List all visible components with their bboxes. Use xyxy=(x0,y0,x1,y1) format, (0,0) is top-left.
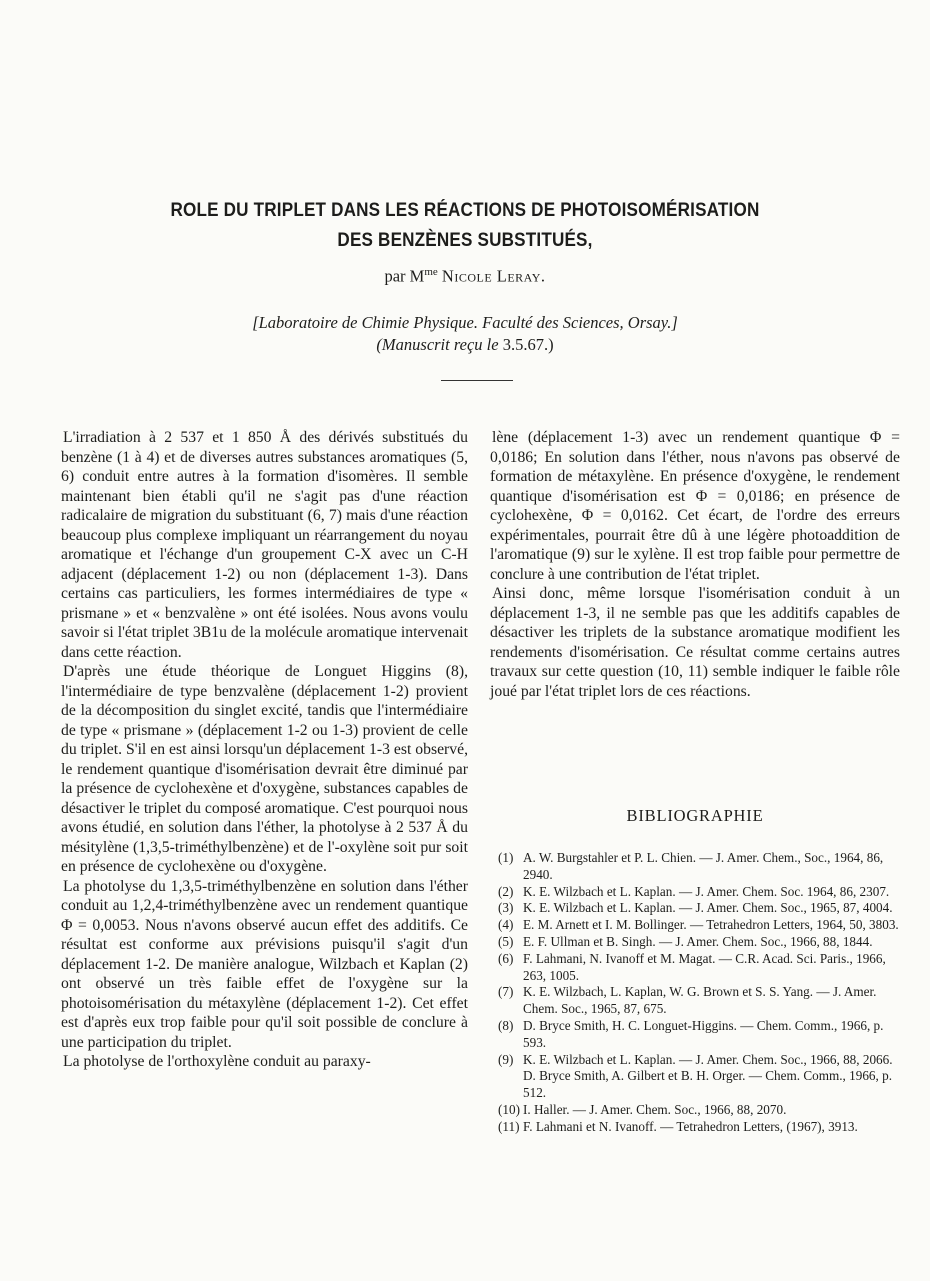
received-date: 3.5.67.) xyxy=(502,335,554,354)
reference-text: K. E. Wilzbach et L. Kaplan. — J. Amer. Chem. Soc., 1966, 88, 2066. xyxy=(523,1051,893,1067)
affiliation-block xyxy=(0,312,930,356)
reference-number: (6) xyxy=(498,950,514,966)
reference-text: E. M. Arnett et I. M. Bollinger. — Tetrahedron Letters, 1964, 50, 3803. xyxy=(523,917,899,933)
reference-text: K. E. Wilzbach et L. Kaplan. — J. Amer. Chem. Soc. 1964, 86, 2307. xyxy=(523,883,890,899)
paragraph: lène (déplacement 1-3) avec un rendement quantique Φ = 0,0186; En solution dans l'éther, nous n'avons pas observé de formation de métaxylène. En présence d'oxygène, le rendement quantique d'isomérisation est Φ = 0,0186; en présence de cyclohexène, Φ = 0,0162. Cet écart, de l'ordre des erreurs expérimentales, pourrait être dû à une légère photoaddition de l'aromatique (9) sur le xylène. Il est trop faible pour permettre de conclure à une contribution de l'état triplet. xyxy=(490,429,900,583)
reference-item xyxy=(498,984,900,1018)
reference-item xyxy=(498,917,900,934)
paragraph: D'après une étude théorique de Longuet Higgins (8), l'intermédiaire de type benzvalène (déplacement 1-2) provient de la décomposition du singlet excité, tandis que l'intermédiaire de type « prismane » (déplacement 1-2 ou 1-3) provient de celle du triplet. S'il en est ainsi lorsqu'un déplacement 1-3 est observé, le rendement quantique d'isomérisation devrait être diminué par la présence de cyclohexène et d'oxygène, substances capables de désactiver le triplet du composé aromatique. C'est pourquoi nous avons étudié, en solution dans l'éther, la photolyse à 2 537 Å du mésitylène (1,3,5-triméthylbenzène) et de l'-oxylène soit pur soit en présence de cyclohexène ou d'oxygène. xyxy=(61,663,468,875)
reference-number: (4) xyxy=(498,917,514,933)
reference-item xyxy=(498,1119,900,1136)
paragraph: La photolyse du 1,3,5-triméthylbenzène en solution dans l'éther conduit au 1,2,4-triméthylbenzène avec un rendement quantique Φ = 0,0053. Nous n'avons observé aucun effet des additifs. Ce résultat est conforme aux prévisions puisqu'il s'agit d'un déplacement 1-2. De manière analogue, Wilzbach et Kaplan (2) ont observé un très faible effet de l'oxygène sur la photoisomérisation du métaxylène (déplacement 1-2). Cet effet est d'après eux trop faible pour qu'il soit possible de conclure à une participation du triplet. xyxy=(61,877,468,1051)
reference-item xyxy=(498,884,900,901)
body-column-left xyxy=(61,428,468,1072)
reference-text: F. Lahmani et N. Ivanoff. — Tetrahedron Letters, (1967), 3913. xyxy=(523,1118,858,1134)
affiliation: [Laboratoire de Chimie Physique. Faculté des Sciences, Orsay.] xyxy=(252,313,678,332)
reference-item xyxy=(498,1018,900,1052)
paragraph: Ainsi donc, même lorsque l'isomérisation conduit à un déplacement 1-3, il ne semble pas que les additifs capables de désactiver les triplets de la substance aromatique modifient les rendements d'isomérisation. Ce résultat comme certains autres travaux sur cette question (10, 11) semble indiquer le faible rôle joué par l'état triplet lors de ces réactions. xyxy=(490,585,900,700)
reference-number: (3) xyxy=(498,900,514,916)
reference-number xyxy=(498,1068,523,1102)
reference-text: D. Bryce Smith, A. Gilbert et B. H. Orger. — Chem. Comm., 1966, p. 512. xyxy=(523,1068,892,1101)
reference-item xyxy=(498,934,900,951)
reference-item xyxy=(498,850,900,884)
bibliography-list xyxy=(498,850,900,1136)
article-title-line-2: DES BENZÈNES SUBSTITUÉS, xyxy=(337,230,593,251)
reference-text: E. F. Ullman et B. Singh. — J. Amer. Chem. Soc., 1966, 88, 1844. xyxy=(523,933,873,949)
reference-item xyxy=(498,1102,900,1119)
reference-text: K. E. Wilzbach, L. Kaplan, W. G. Brown et S. S. Yang. — J. Amer. Chem. Soc., 1965, 87, 675. xyxy=(523,984,877,1017)
reference-item xyxy=(498,1068,900,1102)
paragraph: La photolyse de l'orthoxylène conduit au paraxy- xyxy=(63,1053,371,1070)
author-name: Nicole Leray. xyxy=(441,266,546,286)
reference-number: (10) xyxy=(498,1101,520,1117)
reference-text: K. E. Wilzbach et L. Kaplan. — J. Amer. Chem. Soc., 1965, 87, 4004. xyxy=(523,900,893,916)
reference-item xyxy=(498,900,900,917)
paragraph: L'irradiation à 2 537 et 1 850 Å des dérivés substitués du benzène (1 à 4) et de diverses autres substances aromatiques (5, 6) conduit entre autres à la formation d'isomères. Il semble maintenant bien établi qu'il ne s'agit pas d'une réaction radicalaire de migration du substituant (6, 7) mais d'une réaction beaucoup plus complexe impliquant un réarrangement du noyau aromatique et l'échange d'un groupement C-X avec un C-H adjacent (déplacement 1-2) ou non (déplacement 1-3). Dans certains cas particuliers, les formes intermédiaires de type « prismane » et « benzvalène » ont été isolées. Nous avons voulu savoir si l'état triplet 3B1u de la molécule aromatique intervenait dans cette réaction. xyxy=(61,429,468,661)
reference-item xyxy=(498,1052,900,1069)
body-column-right xyxy=(490,428,900,701)
author-line xyxy=(0,266,930,287)
author-prefix: par M xyxy=(384,266,425,286)
reference-number: (5) xyxy=(498,933,514,949)
reference-number: (7) xyxy=(498,984,514,1000)
reference-item xyxy=(498,951,900,985)
title-divider xyxy=(441,380,513,381)
reference-number: (1) xyxy=(498,850,514,865)
reference-text: F. Lahmani, N. Ivanoff et M. Magat. — C.R. Acad. Sci. Paris., 1966, 263, 1005. xyxy=(523,950,886,983)
reference-number: (9) xyxy=(498,1051,514,1067)
article-title xyxy=(47,196,884,256)
bibliography-heading: BIBLIOGRAPHIE xyxy=(626,806,764,825)
reference-number: (8) xyxy=(498,1017,514,1033)
received-label: (Manuscrit reçu le xyxy=(376,335,503,354)
reference-number: (11) xyxy=(498,1118,520,1134)
article-title-line-1: ROLE DU TRIPLET DANS LES RÉACTIONS DE PHOTOISOMÉRISATION xyxy=(170,200,760,221)
reference-text: I. Haller. — J. Amer. Chem. Soc., 1966, 88, 2070. xyxy=(523,1101,787,1117)
reference-text: A. W. Burgstahler et P. L. Chien. — J. Amer. Chem., Soc., 1964, 86, 2940. xyxy=(523,850,884,882)
reference-text: D. Bryce Smith, H. C. Longuet-Higgins. — Chem. Comm., 1966, p. 593. xyxy=(523,1017,884,1050)
reference-number: (2) xyxy=(498,883,514,899)
author-title-superscript: me xyxy=(424,266,438,278)
